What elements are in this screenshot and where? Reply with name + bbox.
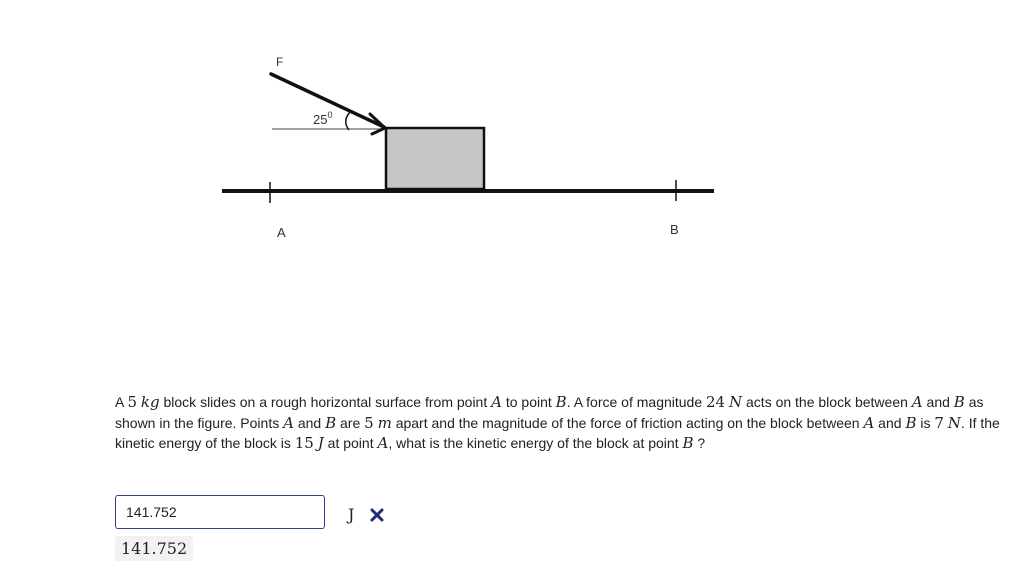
angle-degree: 0 [327, 110, 333, 120]
point-a-label: A [277, 225, 286, 240]
force-label: F [276, 55, 284, 69]
angle-value: 25 [313, 112, 328, 127]
cross-icon [369, 507, 385, 523]
answer-input[interactable] [115, 495, 325, 529]
answer-unit: J [348, 505, 355, 524]
answer-preview: 141.752 [115, 536, 193, 561]
question-text: A 5 kg block slides on a rough horizontal surface from point A to point B. A force of magnitude 24 N acts on the block between A and B as shown in the figure. Points A and B are 5 m apart and the magnitude of the force of friction acting on the block between A and B is 7 N. If the kinetic energy of the block is 15 J at point A, what is the kinetic energy of the block at point B ? [115, 393, 1000, 452]
angle-label [313, 110, 332, 127]
angle-arc [346, 112, 350, 130]
point-b-label: B [670, 222, 679, 237]
block [386, 128, 484, 189]
